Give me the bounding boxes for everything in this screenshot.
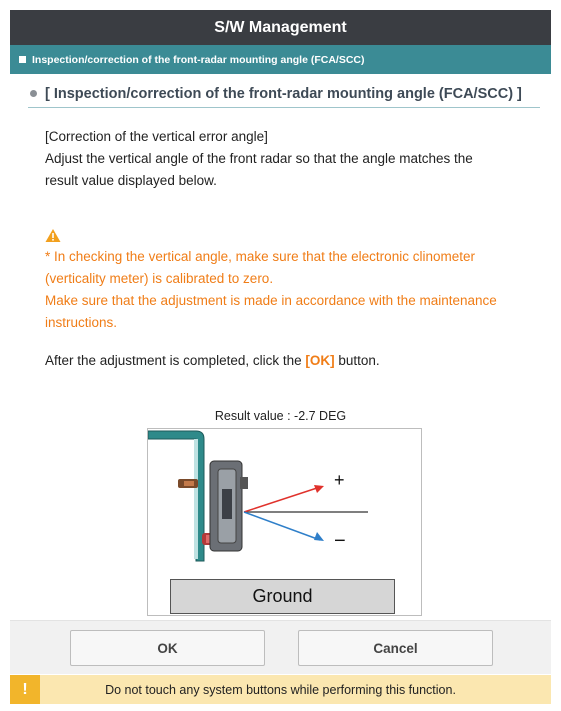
bullet-dot-icon: [30, 90, 37, 97]
warning-text-block: [45, 246, 545, 334]
instruction-line: Adjust the vertical angle of the front radar so that the angle matches the: [45, 151, 473, 166]
warning-line: Make sure that the adjustment is made in accordance with the maintenance: [45, 293, 497, 308]
window-title-bar: [10, 10, 551, 45]
radar-angle-figure: [147, 428, 422, 616]
instruction-block: [45, 126, 473, 192]
ok-reference: [OK]: [305, 353, 335, 368]
completion-instruction: [45, 350, 380, 372]
square-bullet-icon: [19, 56, 26, 63]
button-bar: [10, 620, 551, 674]
plus-sign: +: [334, 470, 345, 490]
warning-triangle-icon: [45, 228, 61, 243]
warning-line: * In checking the vertical angle, make sure that the electronic clinometer: [45, 249, 475, 264]
exclamation-icon: !: [10, 675, 40, 704]
completion-suffix: button.: [334, 353, 380, 368]
warning-icon-wrap: [45, 228, 61, 243]
window-title: S/W Management: [214, 18, 347, 36]
minus-sign: −: [334, 530, 346, 552]
warning-line: instructions.: [45, 315, 118, 330]
warning-line: (verticality meter) is calibrated to zero.: [45, 271, 274, 286]
cancel-button[interactable]: Cancel: [298, 630, 493, 666]
instruction-line: result value displayed below.: [45, 173, 217, 188]
instruction-title: [Correction of the vertical error angle]: [45, 129, 268, 144]
notice-bar: [10, 675, 551, 704]
function-name: Inspection/correction of the front-radar mounting angle (FCA/SCC): [32, 53, 365, 66]
ok-button[interactable]: OK: [70, 630, 265, 666]
function-sub-bar: [10, 45, 551, 74]
completion-prefix: After the adjustment is completed, click the: [45, 353, 306, 368]
section-heading-text: [ Inspection/correction of the front-radar mounting angle (FCA/SCC) ]: [45, 85, 522, 102]
notice-text: Do not touch any system buttons while performing this function.: [105, 682, 456, 697]
result-value-label: Result value : -2.7 DEG: [214, 409, 347, 423]
section-heading: [28, 80, 540, 108]
ground-label: Ground: [170, 579, 395, 614]
